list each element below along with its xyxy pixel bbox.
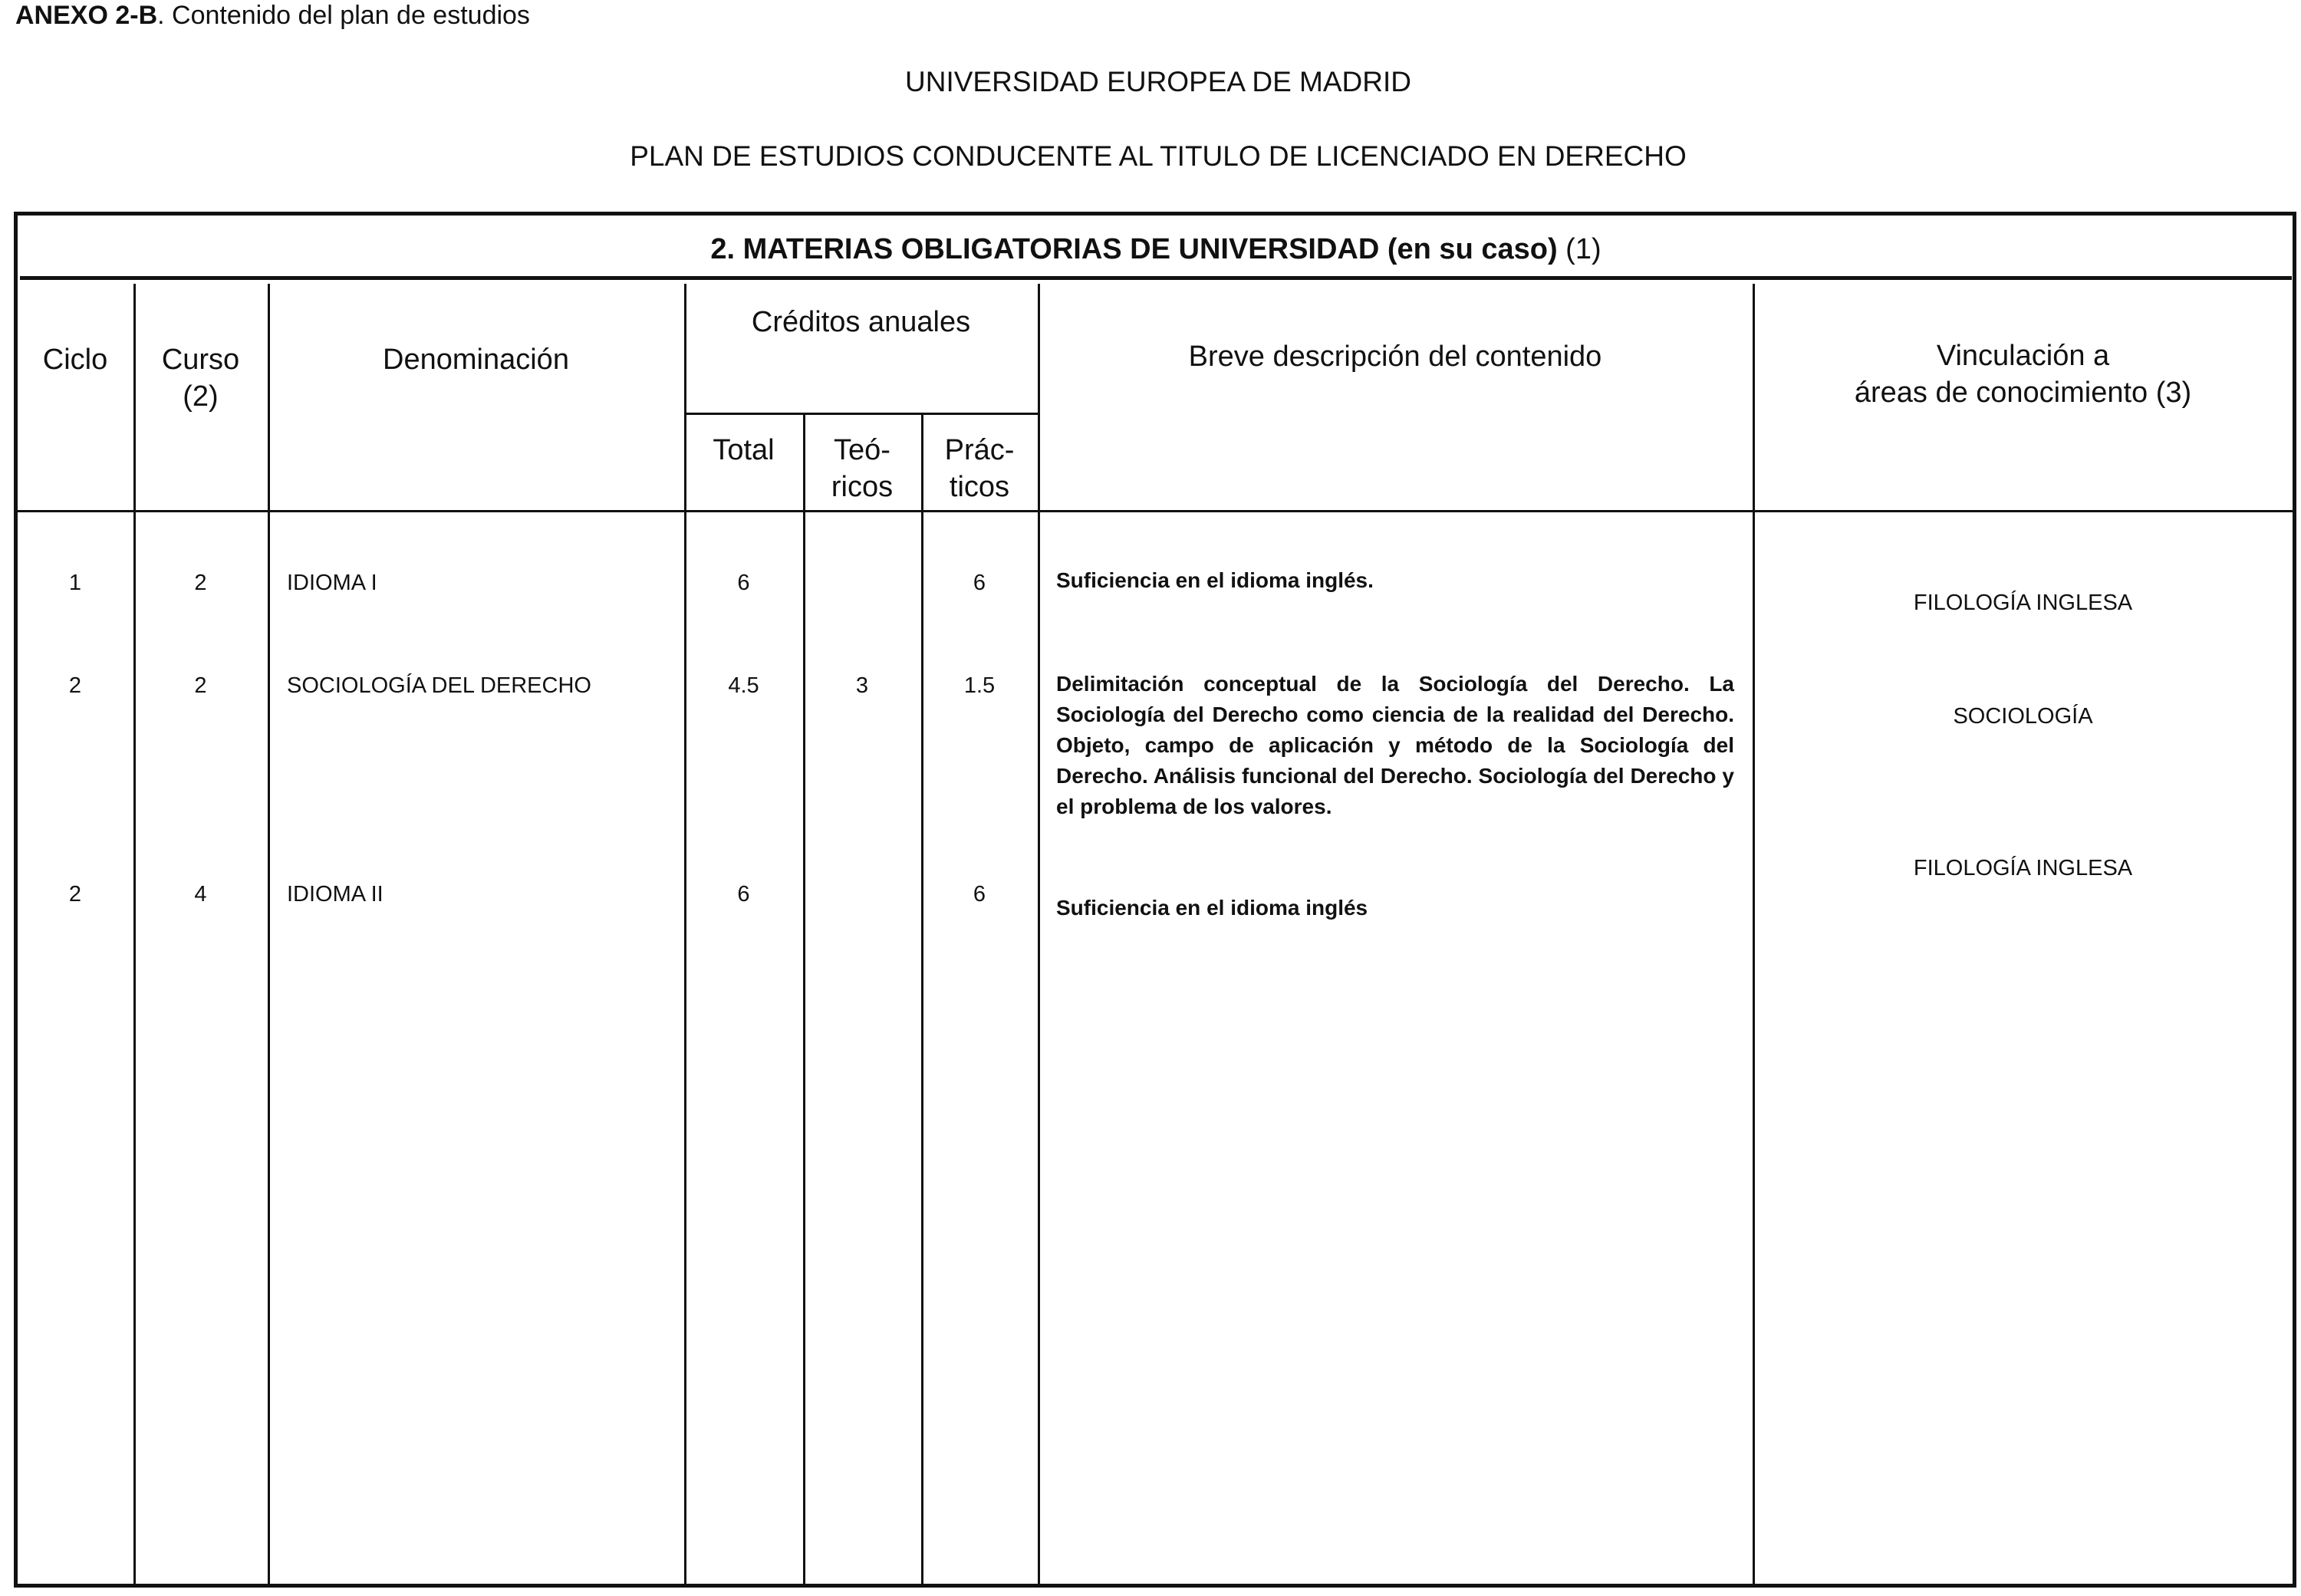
- header-practicos-line1: Prác-: [944, 434, 1015, 466]
- annex-heading: [15, 0, 530, 31]
- row3-area: FILOLOGÍA INGLESA: [1913, 856, 2133, 880]
- row1-practicos: 6: [973, 571, 986, 595]
- row2-curso: 2: [194, 673, 207, 698]
- row2-teoricos: 3: [855, 673, 869, 698]
- row2-area: SOCIOLOGÍA: [1953, 704, 2093, 729]
- row3-practicos: 6: [973, 882, 986, 907]
- header-curso: [133, 341, 268, 415]
- row3-ciclo: 2: [68, 882, 82, 907]
- header-creditos: Créditos anuales: [751, 306, 971, 338]
- row2-practicos: 1.5: [963, 673, 996, 698]
- header-denominacion: Denominación: [383, 344, 569, 376]
- row1-descripcion: Suficiencia en el idioma inglés.: [1056, 568, 1374, 592]
- row1-total: 6: [737, 571, 750, 595]
- col-divider: [684, 284, 686, 1584]
- row3-total: 6: [737, 882, 750, 907]
- header-total: Total: [713, 434, 775, 466]
- annex-label: ANEXO 2-B: [15, 1, 158, 30]
- header-vinculacion-line1: Vinculación a: [1936, 340, 2110, 372]
- row1-curso: 2: [194, 571, 207, 595]
- row3-denominacion: IDIOMA II: [287, 882, 384, 907]
- header-curso-label: Curso: [161, 344, 240, 376]
- header-practicos: [921, 432, 1038, 505]
- header-vinculacion-line2: áreas de conocimiento (3): [1854, 377, 2192, 409]
- row2-descripcion: Delimitación conceptual de la Sociología del Derecho. La Sociología del Derecho como ciencia de la realidad del Derecho. Objeto, campo de aplicación y método de la Sociología del Derecho. Análisis funcional del Derecho. Sociología del Derecho y el problema de los valores.: [1056, 672, 1734, 818]
- header-teoricos-line2: ricos: [831, 471, 894, 503]
- row2-ciclo: 2: [68, 673, 82, 698]
- row-divider: [684, 413, 1038, 415]
- row1-area: FILOLOGÍA INGLESA: [1913, 591, 2133, 615]
- header-practicos-line2: ticos: [949, 471, 1010, 503]
- header-teoricos: [803, 432, 921, 505]
- col-divider: [268, 284, 270, 1584]
- header-teoricos-line1: Teó-: [834, 434, 890, 466]
- section-banner: [20, 219, 2292, 280]
- annex-text: . Contenido del plan de estudios: [157, 1, 530, 30]
- section-title: 2. MATERIAS OBLIGATORIAS DE UNIVERSIDAD (en su caso): [710, 233, 1558, 265]
- row3-descripcion: Suficiencia en el idioma inglés: [1056, 896, 1368, 920]
- header-bottom-rule: [17, 510, 2293, 512]
- col-divider: [1038, 284, 1040, 1584]
- plan-title: PLAN DE ESTUDIOS CONDUCENTE AL TITULO DE LICENCIADO EN DERECHO: [630, 140, 1687, 172]
- row3-curso: 4: [194, 882, 207, 907]
- row1-ciclo: 1: [68, 571, 82, 595]
- header-curso-note: (2): [183, 380, 219, 413]
- university-name: UNIVERSIDAD EUROPEA DE MADRID: [905, 66, 1411, 97]
- row2-denominacion: SOCIOLOGÍA DEL DERECHO: [287, 673, 591, 698]
- header-vinculacion: [1753, 337, 2293, 411]
- header-ciclo: Ciclo: [42, 344, 108, 376]
- row2-total: 4.5: [728, 673, 759, 698]
- col-divider: [133, 284, 136, 1584]
- col-divider: [1753, 284, 1755, 1584]
- header-descripcion: Breve descripción del contenido: [1188, 341, 1602, 373]
- row1-denominacion: IDIOMA I: [287, 571, 377, 595]
- col-divider: [803, 413, 805, 1584]
- section-note: (1): [1565, 233, 1601, 265]
